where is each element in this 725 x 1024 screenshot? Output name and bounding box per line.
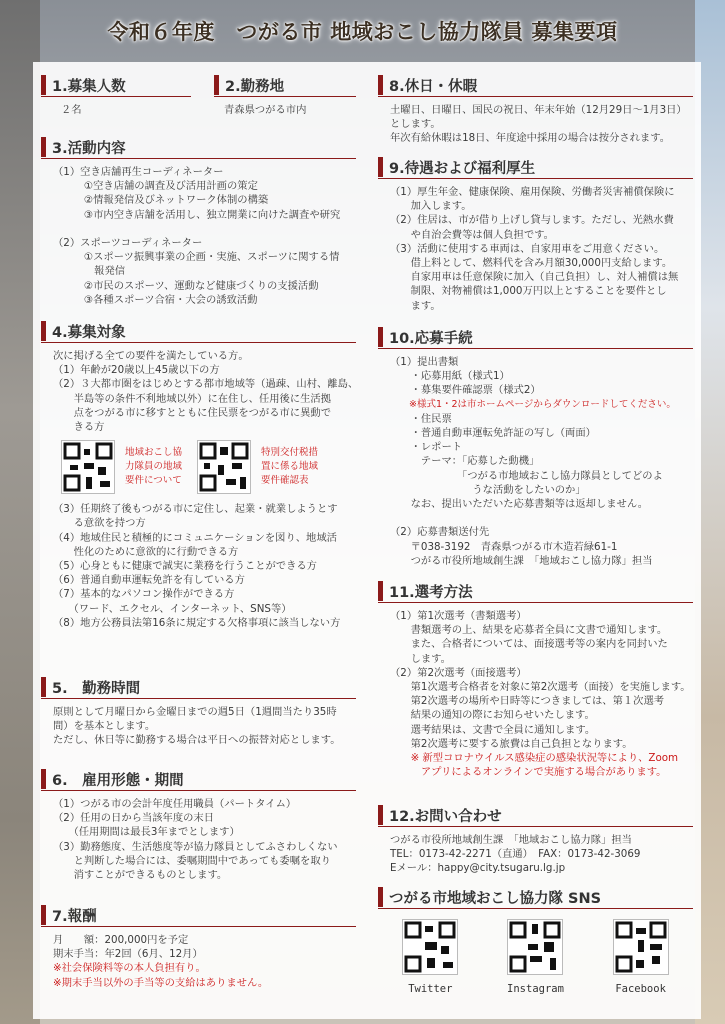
qr-code-icon[interactable] — [197, 440, 251, 494]
note: ※社会保険料等の本人負担有り。 — [53, 962, 206, 975]
qr-code-icon[interactable] — [61, 440, 115, 494]
qr-caption: 地域おこし協 力隊員の地域 要件について — [125, 447, 183, 487]
sns-facebook[interactable] — [613, 919, 669, 995]
section-3 — [41, 136, 356, 307]
section-body: 土曜日、日曜日、国民の祝日、年末年始（12月29日～1月3日） とします。 年次有給休暇は18日、年度途中採用の場合は按分されます。 — [390, 104, 687, 145]
section-body: 青森県つがる市内 — [224, 104, 307, 116]
section-9 — [378, 156, 693, 313]
section-heading: 9.待遇および福利厚生 — [389, 160, 536, 177]
section-6 — [41, 768, 356, 882]
content-sheet — [33, 62, 701, 1019]
facebook-qr-icon[interactable] — [613, 919, 669, 975]
section-heading: 7.報酬 — [52, 908, 97, 925]
section-12 — [378, 804, 693, 876]
note: ※期末手当以外の手当等の支給はありません。 — [53, 976, 269, 989]
section-heading: 10.応募手続 — [389, 330, 473, 347]
section-body: ・住民票 ・普通自動車運転免許証の写し（両面） ・レポート テーマ：「応募した動機」 「つがる市地域おこし協力隊員としてどのよ うな活動をしたいのか」 なお、提出いただいた応募書類等は返却しません。 （2）応募書類送付先 〒038-3192 青森県つがる市木造若緑61-1 つがる市役所地域創生課 「地域おこし協力隊」担当 — [390, 412, 663, 567]
section-body: （1）空き店舗再生コーディネーター ①空き店舗の調査及び活用計画の策定 ②情報発信及びネットワーク体制の構築 ③市内空き店舗を活用し、独立開業に向けた調査や研究 （2）スポーツコーディネーター ①スポーツ振興事業の企画・実施、スポーツに関する情 報発信 ②市民のスポーツ、運動など健康づくりの支援活動 ③各種スポーツ合宿・大会の誘致活動 — [53, 166, 341, 306]
section-heading: つがる市地域おこし協力隊 SNS — [389, 890, 602, 907]
section-body: 原則として月曜日から金曜日までの週5日（1週間当たり35時 間）を基本とします。 ただし、休日等に勤務する場合は平日への振替対応とします。 — [53, 706, 341, 747]
sns-twitter[interactable] — [402, 919, 458, 995]
section-8 — [378, 74, 693, 146]
sns-links — [378, 919, 693, 995]
page-title: 令和６年度 つがる市 地域おこし協力隊員 募集要項 — [107, 20, 618, 44]
section-2 — [214, 74, 356, 117]
section-body: （1）第1次選考（書類選考） 書類選考の上、結果を応募者全員に文書で通知します。 また、合格者については、面接選考等の案内を同封いた します。 （2）第2次選考（面接選考） 第1次選考合格者を対象に第2次選考（面接）を実施します。 第2次選考の場所や日時等につきましては、第１次選考 結果の通知の際にお知らせいたします。 選考結果は、文書で全員に通知します。 第2次選考に要する旅費は自己負担となります。 — [390, 610, 691, 750]
sns-instagram[interactable] — [507, 919, 564, 995]
section-heading: 3.活動内容 — [52, 140, 126, 157]
qr-row — [61, 440, 356, 494]
instagram-qr-icon[interactable] — [507, 919, 563, 975]
twitter-qr-icon[interactable] — [402, 919, 458, 975]
section-heading: 1.募集人数 — [52, 78, 126, 95]
section-sns — [378, 886, 693, 995]
section-body: ２名 — [61, 104, 82, 116]
page-header — [0, 0, 725, 62]
section-heading: 6. 雇用形態・期間 — [52, 772, 184, 789]
section-body: （3）任期終了後もつがる市に定住し、起業・就業しようとす る意欲を持つ方 （4）地域住民と積極的にコミュニケーションを図り、地域活 性化のために意欲的に行動できる方 （5）心身ともに健康で誠実に業務を行うことができる方 （6）普通自動車運転免許を有している方 （7）基本的なパソコン操作ができる方 （ワード、エクセル、インターネット、SNS等） （8）地方公務員法第16条に規定する欠格事項に該当しない方 — [53, 503, 341, 629]
section-heading: 12.お問い合わせ — [389, 808, 502, 825]
section-10 — [378, 326, 693, 568]
note: ※ 新型コロナウイルス感染症の感染状況等により、Zoom アプリによるオンラインで実施する場合があります。 — [410, 752, 679, 779]
qr-caption: 特別交付税措 置に係る地域 要件確認表 — [261, 447, 319, 487]
section-body: （1）つがる市の会計年度任用職員（パートタイム） （2）任用の日から当該年度の末日 （任用期間は最長3年までとします） （3）勤務態度、生活態度等が協力隊員としてふさわしくない と判断した場合には、委嘱期間中であっても委嘱を取り 消すことができるものとします。 — [53, 798, 338, 882]
sns-label: Facebook — [615, 983, 666, 995]
section-body: （1）厚生年金、健康保険、雇用保険、労働者災害補償保険に 加入します。 （2）住居は、市が借り上げし貸与します。ただし、光熱水費 や自治会費等は個人負担です。 （3）活動に使用する車両は、自家用車をご用意ください。 借上料として、燃料代を含み月額30,000円支給します。 自家用車は任意保険に加入（自己負担）し、対人補償は無 制限、対物補償は1,000万円以上とすることを要件とし ます。 — [390, 186, 679, 312]
section-body: （1）提出書類 ・応募用紙（様式1） ・募集要件確認票（様式2） — [390, 356, 541, 397]
section-body: 次に掲げる全ての要件を満たしている方。 （1）年齢が20歳以上45歳以下の方 （2）３大都市圏をはじめとする都市地域等（過疎、山村、離島、 半島等の条件不利地域以外）に在住し、任用後に生活拠 点をつがる市に移すとともに住民票をつがる市に異動で きる方 — [53, 350, 359, 434]
section-body: 月 額：200,000円を予定 期末手当：年2回（6月、12月） — [53, 934, 203, 961]
section-5 — [41, 676, 356, 748]
section-4 — [41, 320, 359, 630]
sns-label: Instagram — [507, 983, 564, 995]
section-heading: 5. 勤務時間 — [52, 680, 141, 697]
section-heading: 11.選考方法 — [389, 584, 473, 601]
section-7 — [41, 904, 356, 990]
section-heading: 4.募集対象 — [52, 324, 126, 341]
sns-label: Twitter — [408, 983, 453, 995]
section-heading: 2.勤務地 — [225, 78, 285, 95]
note: ※様式1・2は市ホームページからダウンロードしてください。 — [390, 398, 676, 410]
contact-info: つがる市役所地域創生課 「地域おこし協力隊」担当 TEL：0173-42-2271（直通） FAX：0173-42-3069 Eメール：happy@city.tsugaru.lg.jp — [390, 834, 641, 875]
section-1 — [41, 74, 191, 117]
section-heading: 8.休日・休暇 — [389, 78, 478, 95]
section-11 — [378, 580, 693, 779]
